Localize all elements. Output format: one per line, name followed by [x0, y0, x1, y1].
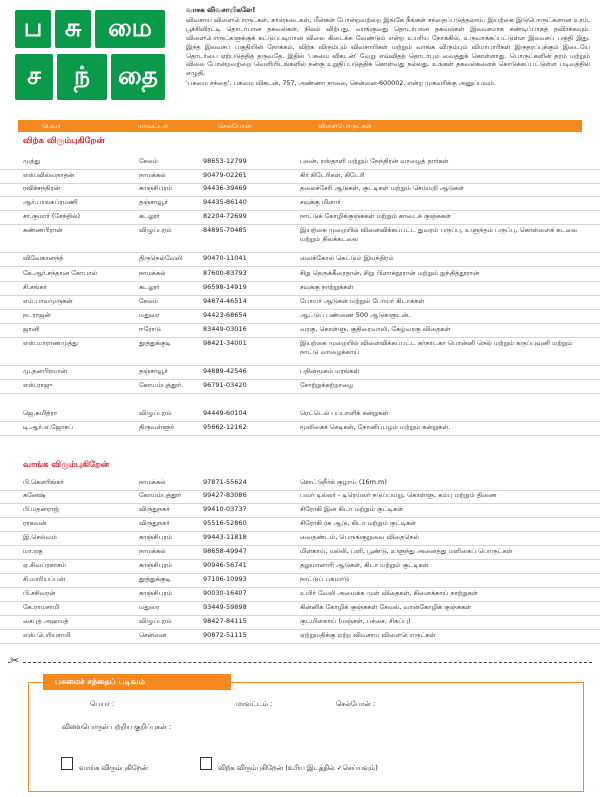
listing-row — [0, 561, 600, 574]
listing-district: தஞ்சாவூர் — [139, 198, 168, 206]
listing-district: திருநெல்வேலி — [139, 254, 183, 262]
listing-phone: 98427-84115 — [203, 617, 247, 625]
listing-products: ரெட்டெல் பப்பாளிக் கன்றுகள் — [300, 409, 389, 417]
form-frame-top — [231, 682, 584, 683]
sell-checkbox[interactable] — [200, 757, 212, 770]
listing-phone: 99443-11818 — [203, 533, 247, 541]
listing-district: கடலூர் — [139, 212, 160, 220]
listing-products: குடமிளகாய் (மஞ்சள், பச்சை, சிகப்பு) — [300, 617, 411, 625]
listing-row — [0, 226, 600, 253]
listing-row — [0, 519, 600, 532]
col-header-phone: செல்போன் — [218, 122, 252, 130]
listing-name: எஸ்.மாராணமுத்து — [23, 339, 78, 347]
listing-name: பி.மதன்ராஜ் — [23, 505, 59, 513]
buy-section-title: வாங்க விரும்புகிறேன் — [23, 460, 110, 470]
listing-products: சிரோகி ரக ஆடு, கிடா மற்றும் குட்டிகள் — [300, 519, 417, 527]
listing-district: சென்னை — [139, 631, 167, 639]
listing-district: தூத்துக்குடி — [139, 339, 171, 347]
listing-district: விருதுநகர் — [139, 519, 170, 527]
listing-products: போயர் ஆடுகள் மற்றும் போயர் கிடாக்கள் — [300, 297, 425, 305]
listing-district: காஞ்சிபுரம் — [139, 561, 173, 569]
logo-letter: சு — [55, 10, 91, 48]
listing-row — [0, 171, 600, 184]
listing-products: ஆட்டுப் பண்ணை 500 ஆடுகளுடன். — [300, 311, 411, 319]
sell-option-label: விற்க விரும்புகிறேன் (உரிய இடத்தில் ✓செய்யவும்) — [218, 764, 378, 772]
listing-name: ராகவன் — [23, 519, 47, 527]
listing-phone: 98658-49947 — [203, 547, 247, 555]
listing-phone: 82204-72699 — [203, 212, 247, 220]
intro-address: 'பசுமை சந்தை', பசுமை விகடன், 757, அண்ணா சாலை, சென்னை-600002. என்ற முகவரிக்கு அனுப்பவும். — [186, 79, 496, 88]
listing-phone: 90479-02261 — [203, 171, 247, 179]
listing-name: கே.ஆர்.சந்தான கோபால் — [23, 269, 98, 277]
sell-section-title: விற்க விரும்புகிறேன் — [23, 136, 105, 146]
listing-row — [0, 198, 600, 211]
listing-row — [0, 367, 600, 380]
listing-phone: 97106-10993 — [203, 575, 247, 583]
listing-row — [0, 423, 600, 436]
listing-products: இயற்கை முறையில் விளைவிக்கப்பட்ட துவரம் பருப்பு, உளுந்தம் பருப்பு, கொள்ளைக் கடலை மற்றும் நிலக்கடலை — [300, 226, 578, 243]
listing-phone: 93449-59898 — [203, 603, 247, 611]
form-frame-top-left — [28, 682, 43, 683]
listing-products: வரகு, கொள்ளு, குதிரைவாலி, கேழ்வரகு விதைகள் — [300, 325, 451, 333]
listing-name: மு.தனபிரமான் — [23, 367, 68, 375]
form-name-label: பெயர் : — [90, 700, 115, 708]
listing-district: ஈரோடு — [139, 325, 161, 333]
listing-district: நாமக்கல் — [139, 547, 166, 555]
listing-products: தலைச்சேரி ஆடுகள், குட்டிகள் மற்றும் செம்மறி ஆடுகள் — [300, 184, 464, 192]
col-header-district: மாவட்டம் — [138, 122, 169, 130]
logo-letter: ந் — [57, 54, 107, 100]
listing-row — [0, 631, 600, 644]
listing-phone: 98421-34001 — [203, 339, 247, 347]
listing-name: இ.செல்வம் — [23, 533, 57, 541]
listing-products: தலுமானாரி ஆடுகள், கிடா மற்றும் குட்டிகள் — [300, 561, 429, 569]
listing-district: நாமக்கல் — [139, 478, 166, 486]
listing-phone: 98653-12799 — [203, 157, 247, 165]
listing-row — [0, 478, 600, 491]
listing-products: மூலிகைச் செடிகள், நோனிப்பழம் மற்றும் கன்றுகள். — [300, 423, 451, 431]
listing-district: விழுப்புரம் — [139, 617, 172, 625]
listing-name: விவேகானந்த் — [23, 254, 64, 262]
listing-name: பி.சசிவரன் — [23, 589, 56, 597]
listing-products: இயற்கை முறையில் விளைவிக்கப்பட்ட கர்நாடகா பொன்னி நெல் மற்றும் கருப்புவுனி மற்றும் நாட்டு வாழைக்காய் — [300, 339, 573, 356]
listing-products: கின்னிக் கோழிக் குஞ்சுகள் சேவல், வான்கோழிக் குஞ்சுகள் — [300, 603, 472, 611]
listing-name: சுனேஷ் — [23, 491, 46, 499]
buy-option-label: வாங்க விரும்புகிறேன் — [79, 764, 148, 772]
listing-phone: 90470-11041 — [203, 254, 247, 262]
intro-block — [186, 6, 590, 88]
listing-row — [0, 547, 600, 560]
listing-products: சவுக்கு நாற்றுக்கள் — [300, 283, 354, 291]
form-title: பசுமைச் சந்தைப் படிவம் — [43, 674, 231, 690]
listing-products: வைதண்டம், பெருங்குறுவை விதைநெல் — [300, 533, 420, 541]
listing-row — [0, 533, 600, 546]
logo-letter: தை — [111, 54, 165, 100]
listing-phone: 94423-68654 — [203, 311, 247, 319]
listing-phone: 99427-83086 — [203, 491, 247, 499]
listing-district: திருவள்ளூர் — [139, 423, 175, 431]
listing-phone: 94889-42546 — [203, 367, 247, 375]
listing-phone: 97871-55624 — [203, 478, 247, 486]
listing-name: முத்து — [23, 157, 41, 165]
listing-row — [0, 589, 600, 602]
listing-district: காஞ்சிபுரம் — [139, 589, 173, 597]
logo-letter: ச — [15, 54, 53, 100]
listing-products: வைக்கோல் கெட்டும் இயந்திரம் — [300, 254, 394, 262]
listing-phone: 96598-14919 — [203, 283, 247, 291]
listing-row — [0, 184, 600, 197]
listing-name: பி.கௌரிங்கர் — [23, 478, 65, 486]
listing-products: நாட்டுப் பசுமாடு — [300, 575, 349, 583]
listing-name: ஆர்.பாலசுப்ரமணி — [23, 198, 78, 206]
listing-district: கோயம்புத்தூர் — [139, 491, 182, 499]
listing-phone: 83449-03016 — [203, 325, 247, 333]
listing-phone: 90872-51115 — [203, 631, 247, 639]
listing-district: காஞ்சிபுரம் — [139, 533, 173, 541]
listing-products: உயிர் வேலி அமைக்க முள் விதைகள், கிளைக்காய் நாற்றுகள் — [300, 589, 478, 597]
listing-name: ஏ.சிவப்ரகாசம் — [23, 561, 67, 569]
listing-row — [0, 283, 600, 296]
listing-row — [0, 297, 600, 310]
listing-name: மா.ரகு — [23, 547, 43, 555]
listing-name: எஸ்.ராஜு — [23, 381, 53, 389]
listing-district: நாமக்கல் — [139, 269, 166, 277]
listing-district: தூத்துக்குடி — [139, 575, 171, 583]
listing-district: விழுப்புரம் — [139, 226, 172, 234]
listing-district: கோயம்புத்தூர். — [139, 381, 184, 389]
listing-row — [0, 254, 600, 267]
listing-name: சா.குமார் (சேந்தில்) — [23, 212, 81, 220]
listing-district: தஞ்சாவூர் — [139, 367, 168, 375]
form-frame — [28, 682, 584, 792]
listing-phone: 96791-03420 — [203, 381, 247, 389]
listing-row — [0, 339, 600, 366]
form-district-label: மாவட்டம் : — [236, 700, 273, 708]
logo-letter: ப — [15, 10, 51, 48]
listing-phone: 84895-70485 — [203, 226, 247, 234]
listing-row — [0, 157, 600, 170]
listing-name: சைபுத் அஹமத் — [23, 617, 69, 625]
listing-products: சவுக்கு மிளார் — [300, 198, 341, 206]
listing-products: பவர் டில்லர் - டிரெய்லர் நடுப்பயறு, கொள்ளு, கம்பு மற்றும் திணை — [300, 491, 497, 499]
buy-checkbox[interactable] — [61, 757, 73, 770]
listing-phone: 87600-83793 — [203, 269, 247, 277]
listing-district: கடலூர் — [139, 283, 160, 291]
listing-row — [0, 311, 600, 324]
listing-phone: 94449-60104 — [203, 409, 247, 417]
listing-name: நடராஜன் — [23, 311, 51, 319]
scissors-icon: ✂ — [10, 654, 20, 667]
listing-name: ரவிச்சந்திரன் — [23, 184, 61, 192]
listing-row — [0, 325, 600, 338]
listing-district: மதுரை — [139, 603, 160, 611]
listing-products: புலன், ரஸ்தாளி மற்றும் நேந்திரன் வாழைத் தார்கள் — [300, 157, 449, 165]
listing-row — [0, 617, 600, 630]
listing-products: சோற்றுக்கற்றாழை — [300, 381, 354, 389]
listing-phone: 95516-52860 — [203, 519, 247, 527]
col-header-products: விளைபொருட்கள் — [318, 122, 372, 130]
listing-phone: 90030-16407 — [203, 589, 247, 597]
listing-phone: 94874-46514 — [203, 297, 247, 305]
listing-products: சிரோகி இன கிடா மற்றும் குட்டிகள் — [300, 505, 403, 513]
listing-name: ஜெ.சுமித்ரா — [23, 409, 58, 417]
form-product-label: விளைபொருள் பற்றிய குறிப்புகள் : — [62, 723, 172, 731]
col-header-name: பெயர் — [42, 122, 61, 130]
listing-row — [0, 381, 600, 394]
listing-products: சொட்டுநீர்க் குழாய் (16m.m) — [300, 478, 387, 486]
listing-district: சேலம் — [139, 157, 158, 165]
column-header-bar — [18, 120, 582, 132]
form-phone-label: செல்போன் : — [336, 700, 376, 708]
listing-products: கிர் கிடேரிகள், கிடேரி — [300, 171, 365, 179]
listing-products: பதினமூகம் மரங்கள் — [300, 367, 360, 375]
listing-district: காஞ்சிபுரம் — [139, 184, 173, 192]
listing-district: சேலம் — [139, 297, 158, 305]
listing-name: எஸ்.பெரியசாமி — [23, 631, 71, 639]
intro-greeting: வாசக விவசாயிகளே! — [186, 6, 256, 14]
listing-name: டி.ஆர்.எ.ஜோசப் — [23, 423, 73, 431]
listing-products: ஏற்றுமதிக்கு ஏற்ற விவசாய விளைபொருட்கள் — [300, 631, 436, 639]
listing-name: கே.ராமசாமி — [23, 603, 60, 611]
listing-products: நாட்டுக் கோழிக்குஞ்சுகள் மற்றும் காடைக் குஞ்சுகள் — [300, 212, 452, 220]
listing-name: எம்.பாலமுருகன் — [23, 297, 73, 305]
listing-name: கண்ணபிரான் — [23, 226, 63, 234]
listing-products: சிறு தெருக்கீரைதான், சிறு பிளாக்நூரான் மற்றும் நுந்தித்தூரான் — [300, 269, 480, 277]
listing-district: நாமக்கல் — [139, 171, 166, 179]
listing-name: எஸ்.வில்வநாதன் — [23, 171, 75, 179]
listing-row — [0, 603, 600, 616]
listing-row — [0, 212, 600, 225]
listing-row — [0, 575, 600, 588]
listing-row — [0, 269, 600, 282]
pasumai-sandhai-logo — [15, 10, 167, 106]
listing-district: விருதுநகர் — [139, 505, 170, 513]
listing-products: மிளகாய், மல்லி, புளி, பூண்டு, உளுந்து அனைத்து மளிகைப் பொருட்கள் — [300, 547, 513, 555]
listing-phone: 94435-86140 — [203, 198, 247, 206]
listing-row — [0, 409, 600, 422]
listing-district: விழுப்புரம் — [139, 409, 172, 417]
intro-body: விவசாய விளைபொருட்கள், கால்நடைகள், மீன்கள் போன்றவற்றை இங்கே நீங்கள் சந்தைப்படுத்தலாம். இயற்கை இடுபொருட்களான உரம், பூச்சிவிரட்டி தொடர்பான தகவல்கள், நிலம் விற்பது, வாங்குவது தொடர்பான தகவல்கள் இலவசமாக கண்டிப்பாகத் தவிர்க்கவும். விளைபொருட்களுக்குக் கட்டுப்படியான விலை கிடைக்க வேண்டும் என்ற உயரிய நோக்கில், உருவாக்கப்பட்டுள்ள இலவசப் பகுதி இது. இந்த இலவசப் பகுதியின் நோக்கம், விற்க விரும்பும் விவசாயிகள் மற்றும் வாங்க விரும்பும் வியாபாரிகள் இருதரப்புக்கும் இடையே தொடர்பை ஏற்படுத்தித் தருவதே. இதில் 'பசுமை விகடன்' வேறு எவ்விதத் தொடர்பும் வைத்துக் கொள்ளாது. பொருட்களின் தரம் மற்றும் விலை போன்றவற்றை வெளியிடங்களில் நன்கு உறுதிப்படுத்திக் கொள்வது நல்லது. உங்கள் தகவல்களைக் கொடுக்கப்பட்டுள்ள படிவத்தில் எழுதி, — [186, 15, 590, 78]
listing-phone: 94436-39469 — [203, 184, 247, 192]
listing-row — [0, 491, 600, 504]
listing-name: ஜானி — [23, 325, 40, 333]
logo-letter: மை — [95, 10, 165, 48]
listing-name: சி.சங்கர் — [23, 283, 48, 291]
listing-district: மதுரை — [139, 311, 160, 319]
listing-phone: 90946-56741 — [203, 561, 247, 569]
listing-phone: 95662-12162 — [203, 423, 247, 431]
listing-name: சி.மாரியப்பன் — [23, 575, 66, 583]
listing-phone: 99410-03737 — [203, 505, 247, 513]
cut-line — [8, 662, 592, 663]
listing-row — [0, 505, 600, 518]
